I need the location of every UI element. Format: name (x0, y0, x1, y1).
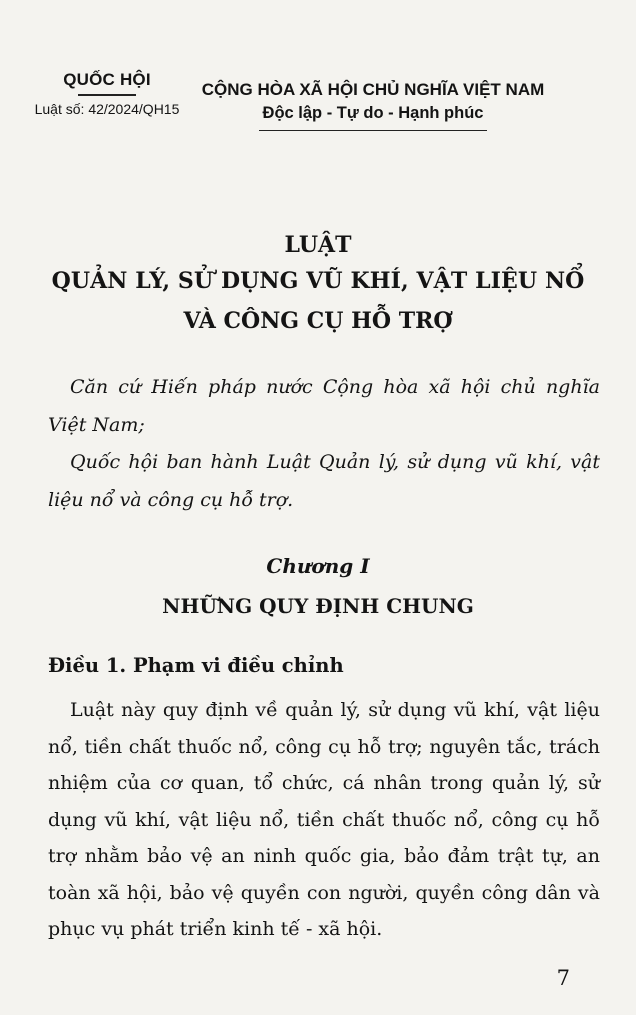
page-number: 7 (556, 966, 570, 990)
document-type: LUẬT (284, 232, 352, 258)
issuer-block (22, 70, 192, 117)
law-number: Luật số: 42/2024/QH15 (34, 100, 180, 117)
law-title-line-1: QUẢN LÝ, SỬ DỤNG VŨ KHÍ, VẬT LIỆU NỔ (51, 268, 585, 294)
republic-name: CỘNG HÒA XÃ HỘI CHỦ NGHĨA VIỆT NAM (201, 80, 545, 99)
article-body: Luật này quy định về quản lý, sử dụng vũ khí, vật liệu nổ, tiền chất thuốc nổ, công cụ hỗ trợ; nguyên tắc, trách nhiệm của cơ quan, tổ chức, cá nhân trong quản lý, sử dụng vũ khí, vật liệu nổ, tiền chất thuốc nổ, công cụ hỗ trợ nhằm bảo vệ an ninh quốc gia, bảo đảm trật tự, an toàn xã hội, bảo vệ quyền con người, quyền công dân và phục vụ phát triển kinh tế - xã hội. (48, 699, 600, 940)
issuer-underline (78, 94, 136, 96)
law-title-line-2: VÀ CÔNG CỤ HỖ TRỢ (183, 308, 453, 334)
national-title-block (192, 80, 554, 131)
chapter-number: Chương I (266, 554, 370, 578)
chapter-title: NHỮNG QUY ĐỊNH CHUNG (162, 594, 474, 618)
preamble-basis: Căn cứ Hiến pháp nước Cộng hòa xã hội chủ nghĩa Việt Nam; (48, 376, 600, 436)
issuer-name: QUỐC HỘI (63, 70, 151, 89)
preamble-enactment: Quốc hội ban hành Luật Quản lý, sử dụng vũ khí, vật liệu nổ và công cụ hỗ trợ. (48, 451, 600, 511)
national-motto: Độc lập - Tự do - Hạnh phúc (263, 104, 484, 131)
article-heading: Điều 1. Phạm vi điều chỉnh (48, 654, 344, 677)
